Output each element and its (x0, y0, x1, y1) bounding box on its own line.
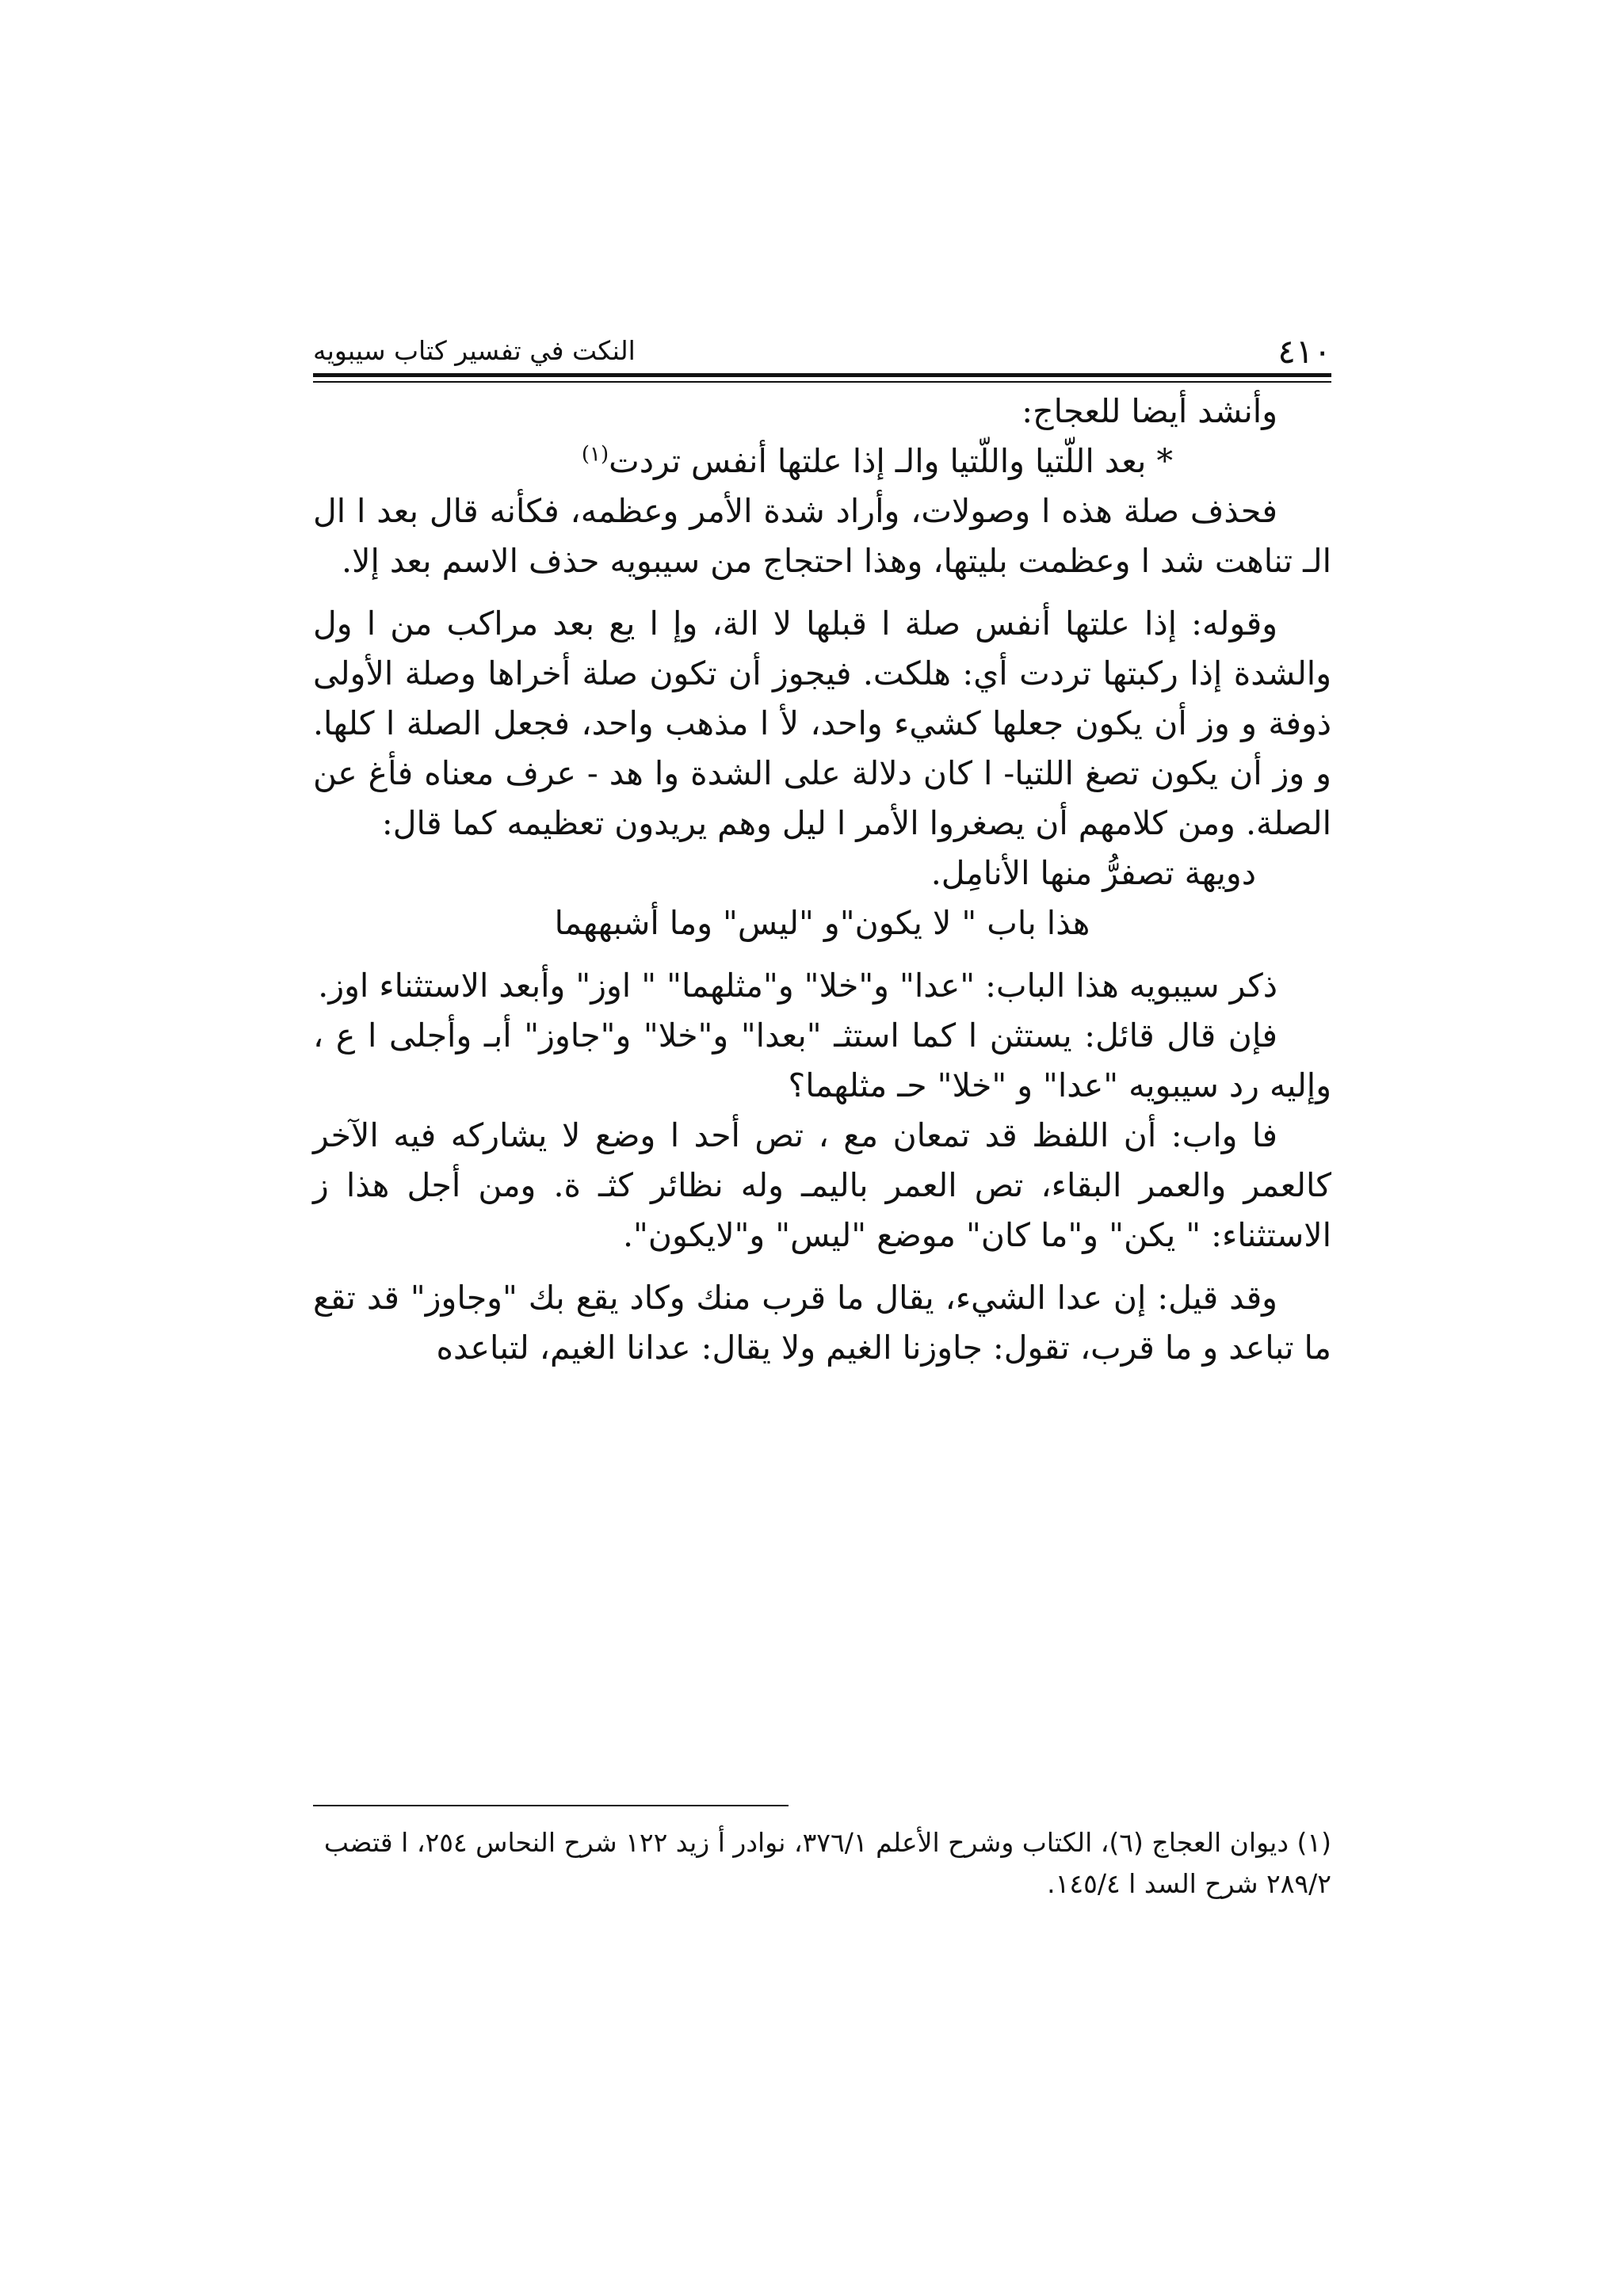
footnote-1: (١) ديوان العجاج (٦)، الكتاب وشرح الأعلم ٣٧٦/١، نوادر أ زيد ١٢٢ شرح النحاس ٢٥٤، ا قتضب ٢٨٩/٢ شرح السد ا ١٤٥/٤. (323, 1827, 1331, 1899)
page-number: ٤١٠ (1277, 332, 1331, 371)
paragraph-question: فإن قال قائل: يستثن ا كما استثـ "بعدا" و"خلا" و"جاوز" أبـ وأجلى ا ع ، وإليه رد سيبويه "عدا" و "خلا" حـ مثلهما؟ (313, 1016, 1331, 1104)
chapter-heading: هذا باب " لا يكون"و "ليس" وما أشبههما (554, 904, 1090, 942)
verse-line (313, 437, 1331, 486)
footnote-rule (313, 1805, 789, 1806)
footnotes (313, 1822, 1331, 1905)
paragraph-commentary: وقوله: إذا علتها أنفس صلة ا قبلها لا الة، وإ ا يع بعد مراكب من ا ول والشدة إذا ركبتها تردت أي: هلكت. فيجوز أن تكون صلة أخراها وصلة الأولى ذوفة و وز أن يكون جعلها كشيء واحد، لأ ا مذهب واحد، فجعل الصلة ا كلها. و وز أن يكون تصغ اللتيا- ا كان دلالة على الشدة وا هد - عرف معناه فأغ عن الصلة. ومن كلامهم أن يصغروا الأمر ا ليل وهم يريدون تعظيمه كما قال: (313, 605, 1331, 842)
paragraph-intro: وأنشد أيضا للعجاج: (1022, 392, 1277, 430)
verse-text: * بعد اللّتيا واللّتيا والـ إذا علتها أنفس تردت (609, 442, 1173, 480)
footnote-marker: (١) (581, 442, 609, 467)
verse-quote: دويهة تصفرُّ منها الأنامِل. (930, 854, 1256, 892)
paragraph-chapter-intro: ذكر سيبويه هذا الباب: "عدا" و"خلا" و"مثلهما" " اوز" وأبعد الاستثناء اوز. (318, 967, 1277, 1005)
paragraph-explanation: فحذف صلة هذه ا وصولات، وأراد شدة الأمر وعظمه، فكأنه قال بعد ا ال الـ تناهت شد ا وعظمت بليتها، وهذا احتجاج من سيبويه حذف الاسم بعد إلا. (313, 492, 1331, 580)
header-rule-thin (313, 381, 1331, 383)
paragraph-note: وقد قيل: إن عدا الشيء، يقال ما قرب منك وكاد يقع بك "وجاوز" قد تقع ما تباعد و ما قرب، تقول: جاوزنا الغيم ولا يقال: عدانا الغيم، لتباعده (313, 1279, 1331, 1367)
paragraph-answer: فا واب: أن اللفظ قد تمعان مع ، تص أحد ا وضع لا يشاركه فيه الآخر كالعمر والعمر البقاء، تص العمر باليمـ وله نظائر كثـ ة. ومن أجل هذا ز الاستثناء: " يكن" و"ما كان" موضع "ليس" و"لايكون". (313, 1116, 1331, 1254)
header-rule-thick (313, 373, 1331, 377)
main-text (313, 387, 1331, 1373)
running-title: النكت في تفسير كتاب سيبويه (313, 335, 636, 366)
